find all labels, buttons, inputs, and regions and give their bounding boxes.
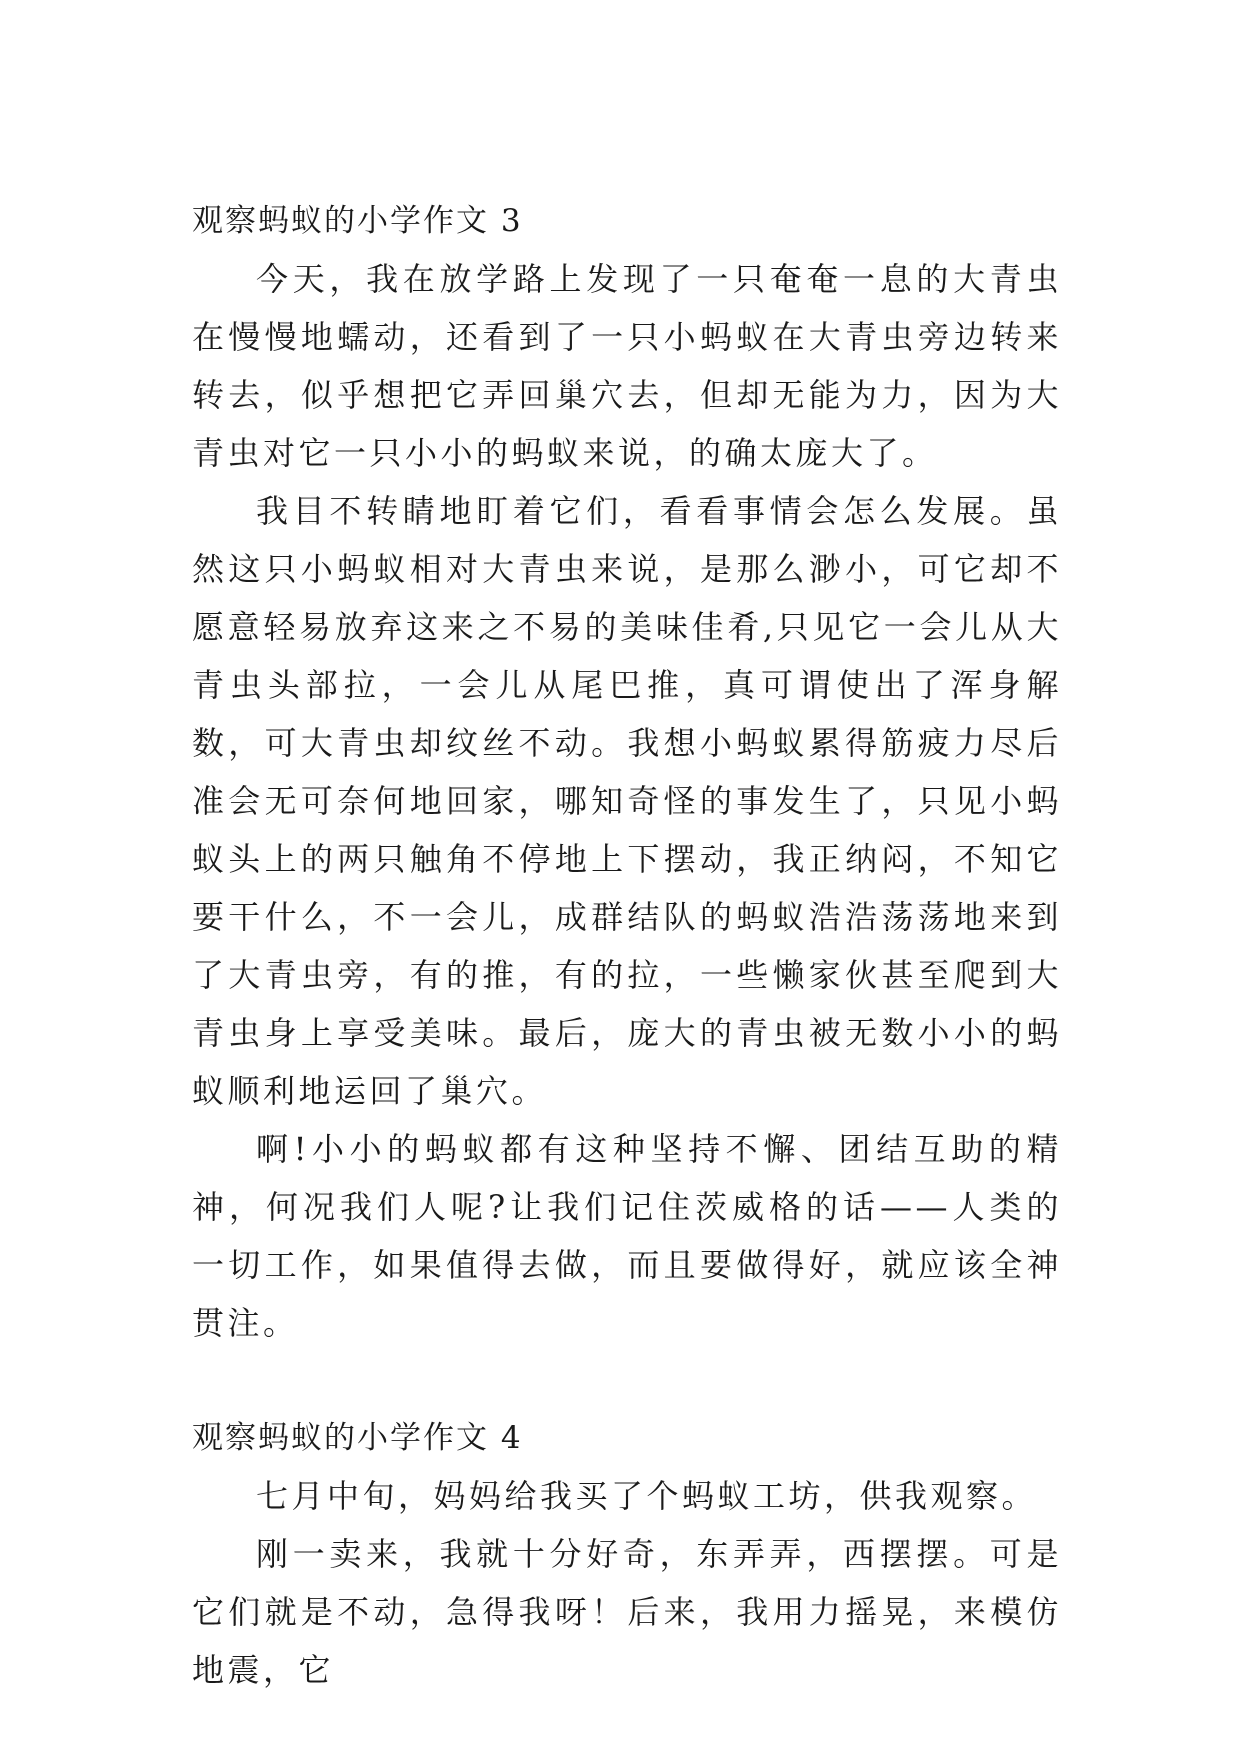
essay-title: 观察蚂蚁的小学作文 4 — [192, 1420, 523, 1456]
essay-title: 观察蚂蚁的小学作文 3 — [192, 203, 523, 239]
essay-paragraph: 我目不转睛地盯着它们，看看事情会怎么发展。虽然这只小蚂蚁相对大青虫来说，是那么渺小，可它却不愿意轻易放弃这来之不易的美味佳肴,只见它一会儿从大青虫头部拉，一会儿从尾巴推，真可谓使出了浑身解数，可大青虫却纹丝不动。我想小蚂蚁累得筋疲力尽后准会无可奈何地回家，哪知奇怪的事发生了，只见小蚂蚁头上的两只触角不停地上下摆动，我正纳闷，不知它要干什么，不一会儿，成群结队的蚂蚁浩浩荡荡地来到了大青虫旁，有的推，有的拉，一些懒家伙甚至爬到大青虫身上享受美味。最后，庞大的青虫被无数小小的蚂蚁顺利地运回了巢穴。 — [192, 492, 1062, 1110]
essay-paragraph: 今天，我在放学路上发现了一只奄奄一息的大青虫在慢慢地蠕动，还看到了一只小蚂蚁在大青虫旁边转来转去，似乎想把它弄回巢穴去，但却无能为力，因为大青虫对它一只小小的蚂蚁来说，的确太庞大了。 — [192, 260, 1062, 472]
essay-paragraph: 七月中旬，妈妈给我买了个蚂蚁工坊，供我观察。 — [256, 1477, 1038, 1515]
essay-paragraph: 啊!小小的蚂蚁都有这种坚持不懈、团结互助的精神，何况我们人呢?让我们记住茨威格的话——人类的一切工作，如果值得去做，而且要做得好，就应该全神贯注。 — [192, 1130, 1062, 1342]
essay-paragraph: 刚一卖来，我就十分好奇，东弄弄，西摆摆。可是它们就是不动，急得我呀！后来，我用力摇晃，来模仿地震，它 — [192, 1535, 1062, 1689]
essay-3 — [192, 192, 1062, 1352]
essay-4 — [192, 1409, 1062, 1699]
document-body — [192, 192, 1062, 1699]
